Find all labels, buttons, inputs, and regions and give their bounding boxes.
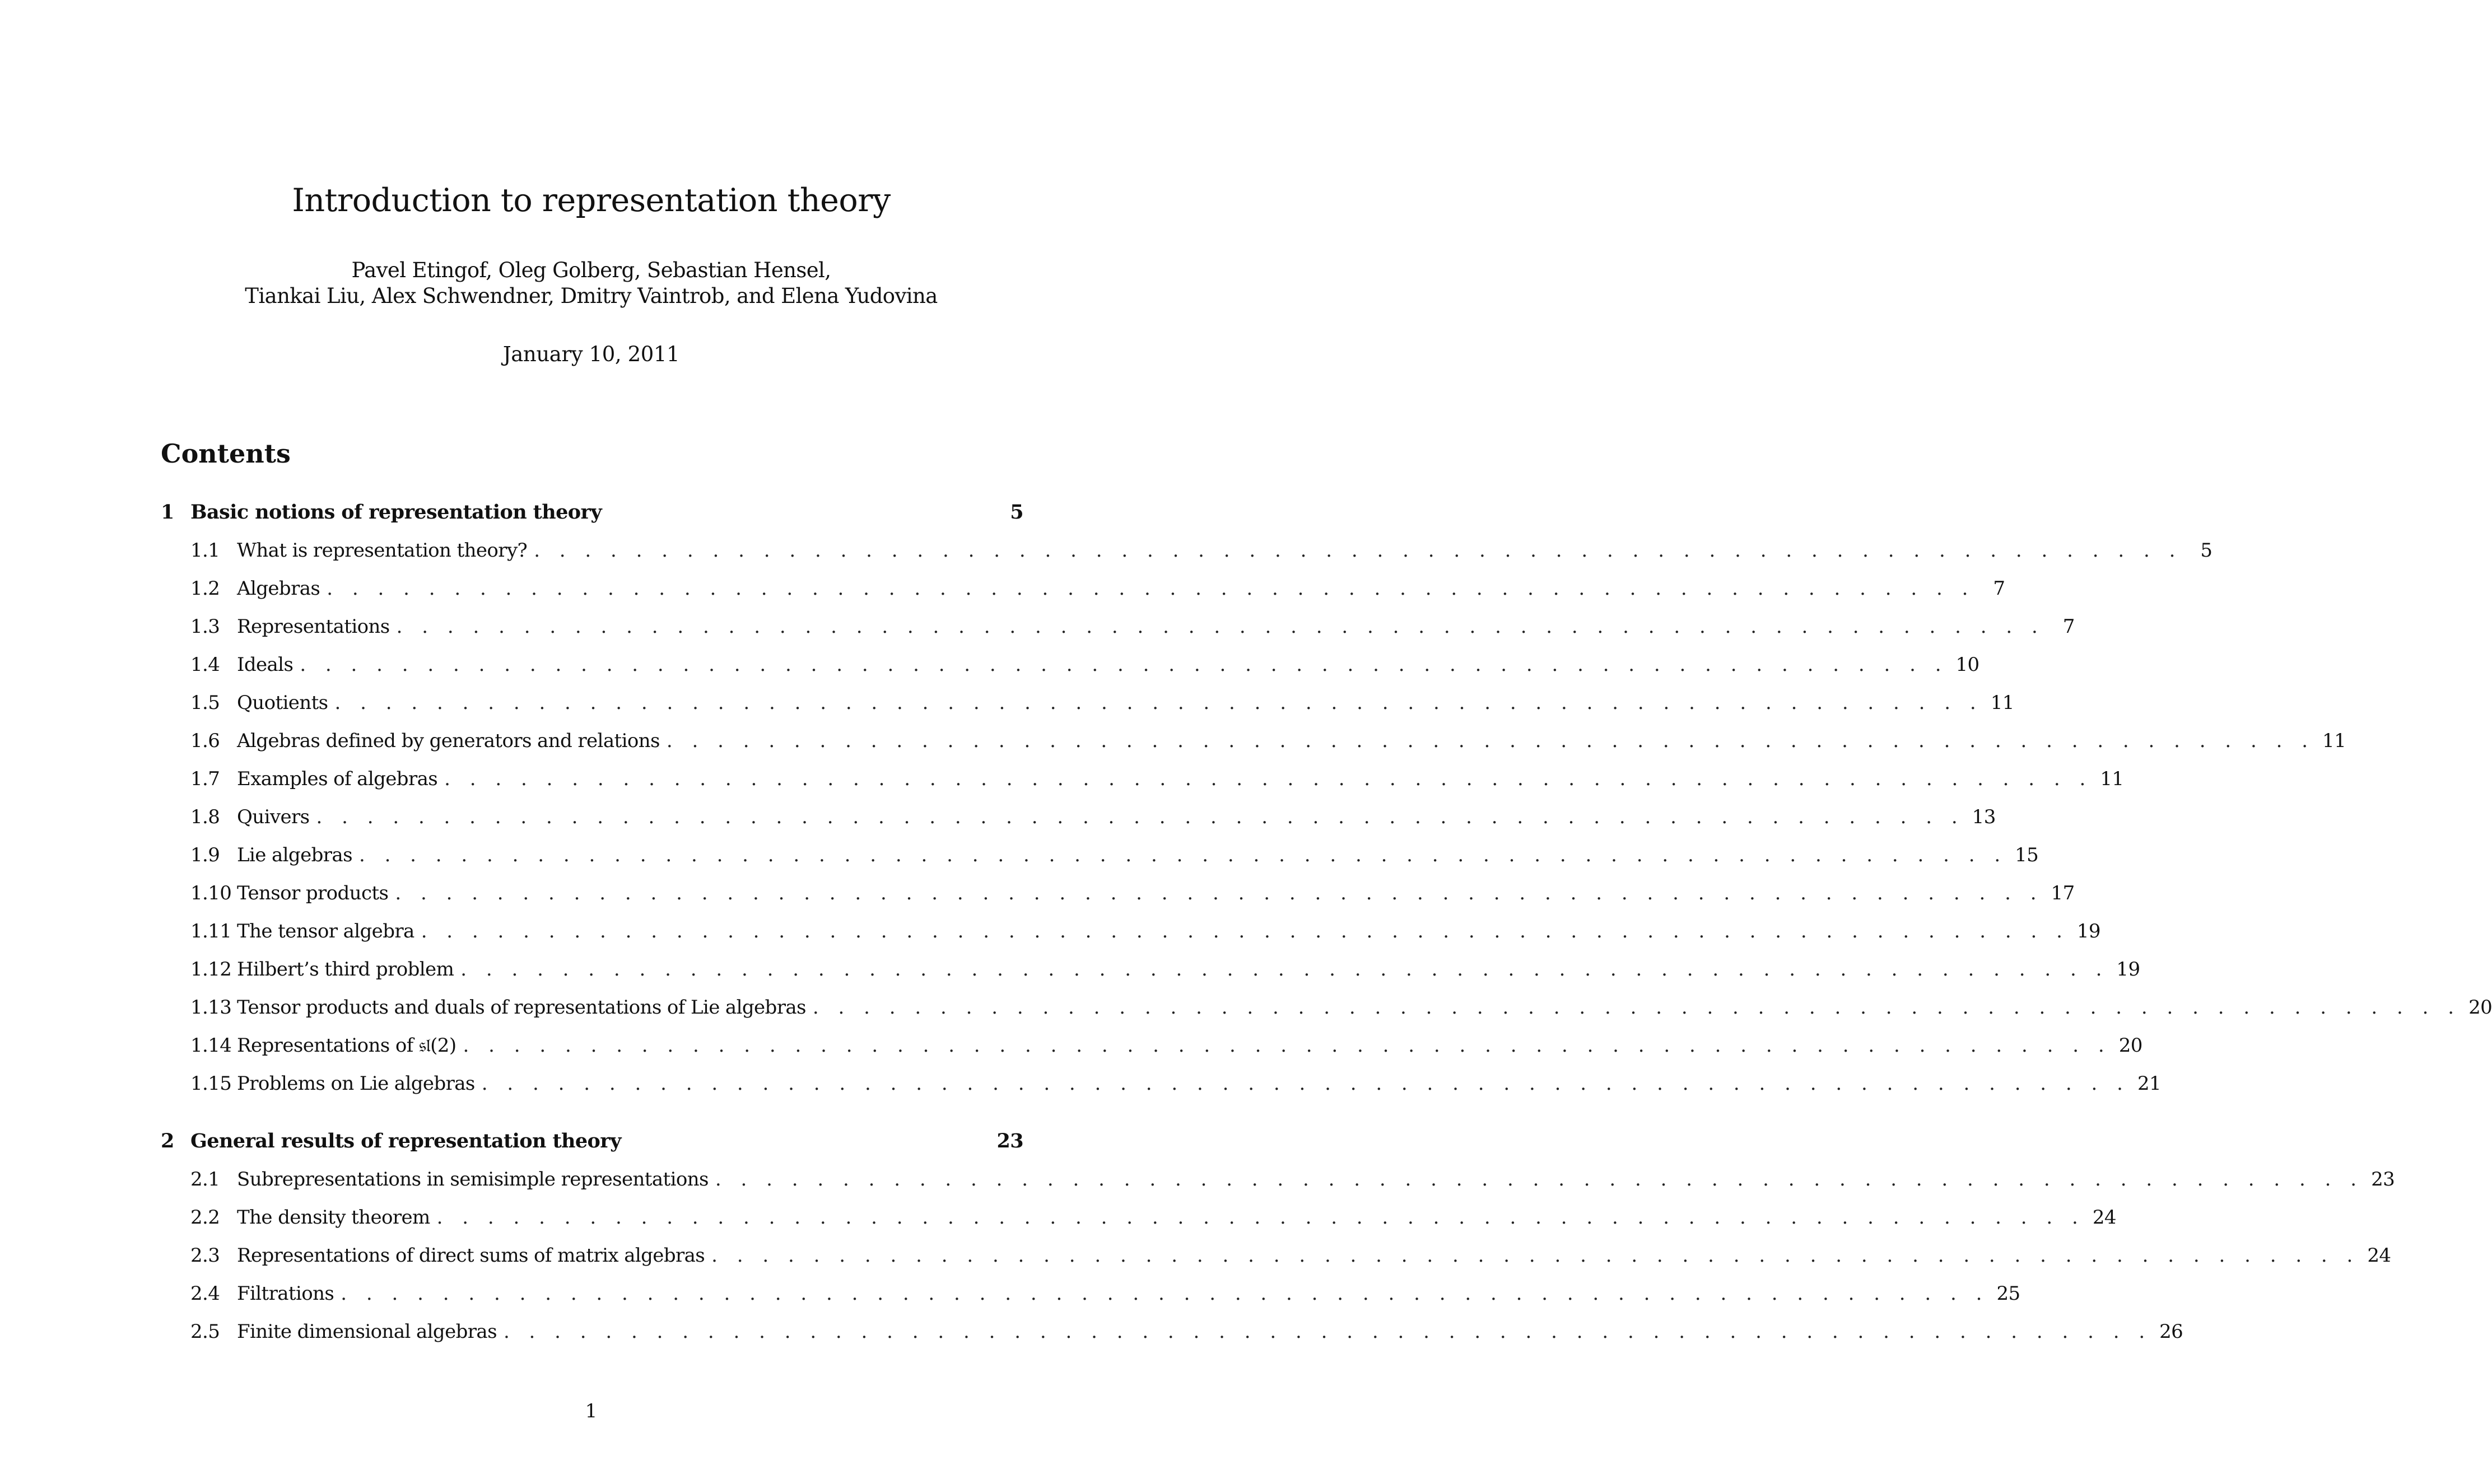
toc-section-title: Quotients: [237, 692, 328, 714]
toc-section-title: Representations of direct sums of matrix algebras: [237, 1244, 705, 1267]
toc-section-title: What is representation theory?: [237, 539, 528, 562]
toc-dot-leader: . . . . . . . . . . . . . . . . . . . . . . . . . . . . . . . . . . . . . . . . . . . . . . . . . . . . . . . . . . . . . . . . .: [460, 958, 2109, 981]
toc-section-title: Lie algebras: [237, 844, 352, 866]
toc-chapter-number: 1: [161, 501, 174, 524]
toc-chapter-2[interactable]: [161, 1127, 1023, 1155]
toc-section-number: 2.3: [190, 1244, 220, 1267]
toc-section-title: The density theorem: [237, 1206, 430, 1229]
toc-section-title: Filtrations: [237, 1282, 334, 1305]
toc-section-number: 1.12: [190, 958, 232, 981]
toc-dot-leader: . . . . . . . . . . . . . . . . . . . . . . . . . . . . . . . . . . . . . . . . . . . . . . . . . . . . . . . . . . . . . . . . .: [666, 730, 2315, 752]
toc-page-number: 7: [1993, 577, 2005, 600]
toc-dot-leader: . . . . . . . . . . . . . . . . . . . . . . . . . . . . . . . . . . . . . . . . . . . . . . . . . . . . . . . . . . . . . . . . .: [463, 1034, 2111, 1057]
toc-section-1-15[interactable]: [161, 1070, 2162, 1098]
toc-section-number: 1.14: [190, 1034, 232, 1057]
toc-section-title: Finite dimensional algebras: [237, 1320, 497, 1343]
toc-section-2-5[interactable]: [161, 1318, 2183, 1346]
toc-section-1-11[interactable]: [161, 917, 2100, 945]
toc-section-number: 1.11: [190, 920, 232, 942]
document-date: January 10, 2011: [502, 342, 680, 366]
toc-chapter-number: 2: [161, 1130, 174, 1152]
toc-section-title: Tensor products and duals of representations of Lie algebras: [237, 996, 806, 1019]
toc-section-title: Representations of 𝔰𝔩(2): [237, 1034, 457, 1057]
toc-dot-leader: . . . . . . . . . . . . . . . . . . . . . . . . . . . . . . . . . . . . . . . . . . . . . . . . . . . . . . . . . . . . . . . . .: [534, 539, 2182, 562]
toc-page-number: 20: [2468, 996, 2492, 1019]
toc-page-number: 13: [1972, 806, 1996, 828]
toc-dot-leader: . . . . . . . . . . . . . . . . . . . . . . . . . . . . . . . . . . . . . . . . . . . . . . . . . . . . . . . . . . . . . . . . .: [503, 1320, 2152, 1343]
toc-section-number: 1.9: [190, 844, 220, 866]
toc-section-2-1[interactable]: [161, 1165, 2395, 1193]
toc-section-number: 1.5: [190, 692, 220, 714]
toc-section-2-4[interactable]: [161, 1280, 2020, 1308]
toc-section-1-14[interactable]: [161, 1032, 2142, 1060]
toc-page-number: 5: [1010, 501, 1023, 524]
toc-section-1-8[interactable]: [161, 803, 1996, 831]
toc-section-1-3[interactable]: [161, 613, 2075, 641]
toc-section-number: 1.13: [190, 996, 232, 1019]
toc-dot-leader: . . . . . . . . . . . . . . . . . . . . . . . . . . . . . . . . . . . . . . . . . . . . . . . . . . . . . . . . . . . . . . . . .: [444, 768, 2093, 790]
toc-page-number: 20: [2118, 1034, 2142, 1057]
toc-section-1-2[interactable]: [161, 575, 2005, 603]
toc-section-number: 1.3: [190, 615, 220, 638]
toc-section-1-4[interactable]: [161, 651, 1979, 679]
toc-section-number: 1.7: [190, 768, 220, 790]
toc-chapter-title: Basic notions of representation theory: [190, 501, 602, 524]
toc-dot-leader: . . . . . . . . . . . . . . . . . . . . . . . . . . . . . . . . . . . . . . . . . . . . . . . . . . . . . . . . . . . . . . . . .: [327, 577, 1975, 600]
toc-dot-leader: . . . . . . . . . . . . . . . . . . . . . . . . . . . . . . . . . . . . . . . . . . . . . . . . . . . . . . . . . . . . . . . . .: [395, 882, 2043, 904]
toc-section-1-13[interactable]: [161, 993, 2492, 1021]
toc-page-number: 26: [2159, 1320, 2183, 1343]
toc-section-1-5[interactable]: [161, 689, 2014, 717]
toc-dot-leader: . . . . . . . . . . . . . . . . . . . . . . . . . . . . . . . . . . . . . . . . . . . . . . . . . . . . . . . . . . . . . . . . .: [711, 1244, 2360, 1267]
toc-section-1-9[interactable]: [161, 841, 2039, 869]
toc-page-number: 7: [2062, 615, 2075, 638]
toc-page-number: 25: [1996, 1282, 2020, 1305]
authors-line-1: Pavel Etingof, Oleg Golberg, Sebastian Hensel,: [351, 258, 831, 282]
toc-section-number: 1.8: [190, 806, 220, 828]
toc-dot-leader: . . . . . . . . . . . . . . . . . . . . . . . . . . . . . . . . . . . . . . . . . . . . . . . . . . . . . . . . . . . . . . . . .: [421, 920, 2069, 942]
toc-page-number: 5: [2200, 539, 2212, 562]
toc-section-number: 2.5: [190, 1320, 220, 1343]
toc-page-number: 11: [2100, 768, 2124, 790]
toc-page-number: 10: [1955, 654, 1979, 676]
toc-section-title: Quivers: [237, 806, 310, 828]
toc-section-number: 1.15: [190, 1072, 232, 1095]
toc-dot-leader: . . . . . . . . . . . . . . . . . . . . . . . . . . . . . . . . . . . . . . . . . . . . . . . . . . . . . . . . . . . . . . . . .: [812, 996, 2461, 1019]
toc-section-number: 2.1: [190, 1168, 220, 1191]
toc-dot-leader: . . . . . . . . . . . . . . . . . . . . . . . . . . . . . . . . . . . . . . . . . . . . . . . . . . . . . . . . . . . . . . . . .: [481, 1072, 2130, 1095]
toc-page-number: 23: [2371, 1168, 2395, 1191]
toc-dot-leader: . . . . . . . . . . . . . . . . . . . . . . . . . . . . . . . . . . . . . . . . . . . . . . . . . . . . . . . . . . . . . . . . .: [396, 615, 2044, 638]
toc-page-number: 19: [2076, 920, 2100, 942]
toc-section-title: Problems on Lie algebras: [237, 1072, 475, 1095]
toc-dot-leader: . . . . . . . . . . . . . . . . . . . . . . . . . . . . . . . . . . . . . . . . . . . . . . . . . . . . . . . . . . . . . . . . .: [341, 1282, 1989, 1305]
toc-section-number: 1.6: [190, 730, 220, 752]
toc-page-number: 11: [2322, 730, 2346, 752]
toc-section-1-6[interactable]: [161, 727, 2346, 755]
toc-section-2-3[interactable]: [161, 1242, 2391, 1270]
toc-section-number: 2.2: [190, 1206, 220, 1229]
toc-dot-leader: . . . . . . . . . . . . . . . . . . . . . . . . . . . . . . . . . . . . . . . . . . . . . . . . . . . . . . . . . . . . . . . . .: [358, 844, 2007, 866]
toc-page-number: 15: [2015, 844, 2039, 866]
toc-section-1-12[interactable]: [161, 955, 2140, 983]
document-title: Introduction to representation theory: [292, 182, 891, 219]
toc-section-title: Ideals: [237, 654, 294, 676]
toc-section-title: Subrepresentations in semisimple representations: [237, 1168, 709, 1191]
toc-section-title: Algebras defined by generators and relations: [237, 730, 660, 752]
toc-section-number: 1.10: [190, 882, 232, 904]
toc-chapter-1[interactable]: [161, 498, 1023, 526]
toc-page-number: 21: [2137, 1072, 2162, 1095]
toc-page-number: 23: [996, 1130, 1023, 1152]
contents-heading: Contents: [161, 438, 291, 469]
toc-section-title: Hilbert’s third problem: [237, 958, 454, 981]
authors-line-2: Tiankai Liu, Alex Schwendner, Dmitry Vaintrob, and Elena Yudovina: [245, 284, 938, 308]
toc-section-2-2[interactable]: [161, 1203, 2116, 1231]
toc-dot-leader: . . . . . . . . . . . . . . . . . . . . . . . . . . . . . . . . . . . . . . . . . . . . . . . . . . . . . . . . . . . . . . . . .: [300, 654, 1948, 676]
toc-section-number: 1.1: [190, 539, 220, 562]
page-number: 1: [585, 1400, 598, 1422]
toc-section-title: The tensor algebra: [237, 920, 414, 942]
toc-section-1-1[interactable]: [161, 536, 2212, 564]
toc-chapter-title: General results of representation theory: [190, 1130, 621, 1152]
toc-dot-leader: . . . . . . . . . . . . . . . . . . . . . . . . . . . . . . . . . . . . . . . . . . . . . . . . . . . . . . . . . . . . . . . . .: [436, 1206, 2085, 1229]
toc-section-title: Algebras: [237, 577, 320, 600]
toc-page-number: 17: [2051, 882, 2075, 904]
toc-dot-leader: . . . . . . . . . . . . . . . . . . . . . . . . . . . . . . . . . . . . . . . . . . . . . . . . . . . . . . . . . . . . . . . . .: [316, 806, 1964, 828]
toc-page-number: 24: [2367, 1244, 2391, 1267]
toc-section-number: 1.2: [190, 577, 220, 600]
toc-section-number: 2.4: [190, 1282, 220, 1305]
toc-section-number: 1.4: [190, 654, 220, 676]
toc-section-title: Representations: [237, 615, 390, 638]
toc-page-number: 19: [2116, 958, 2140, 981]
toc-section-1-7[interactable]: [161, 765, 2124, 793]
toc-section-title: Examples of algebras: [237, 768, 438, 790]
toc-page-number: 24: [2092, 1206, 2116, 1229]
toc-section-title: Tensor products: [237, 882, 389, 904]
author-list: [0, 258, 1182, 309]
toc-dot-leader: . . . . . . . . . . . . . . . . . . . . . . . . . . . . . . . . . . . . . . . . . . . . . . . . . . . . . . . . . . . . . . . . .: [715, 1168, 2364, 1191]
toc-page-number: 11: [1990, 692, 2014, 714]
toc-dot-leader: . . . . . . . . . . . . . . . . . . . . . . . . . . . . . . . . . . . . . . . . . . . . . . . . . . . . . . . . . . . . . . . . .: [334, 692, 1983, 714]
toc-section-1-10[interactable]: [161, 879, 2075, 907]
